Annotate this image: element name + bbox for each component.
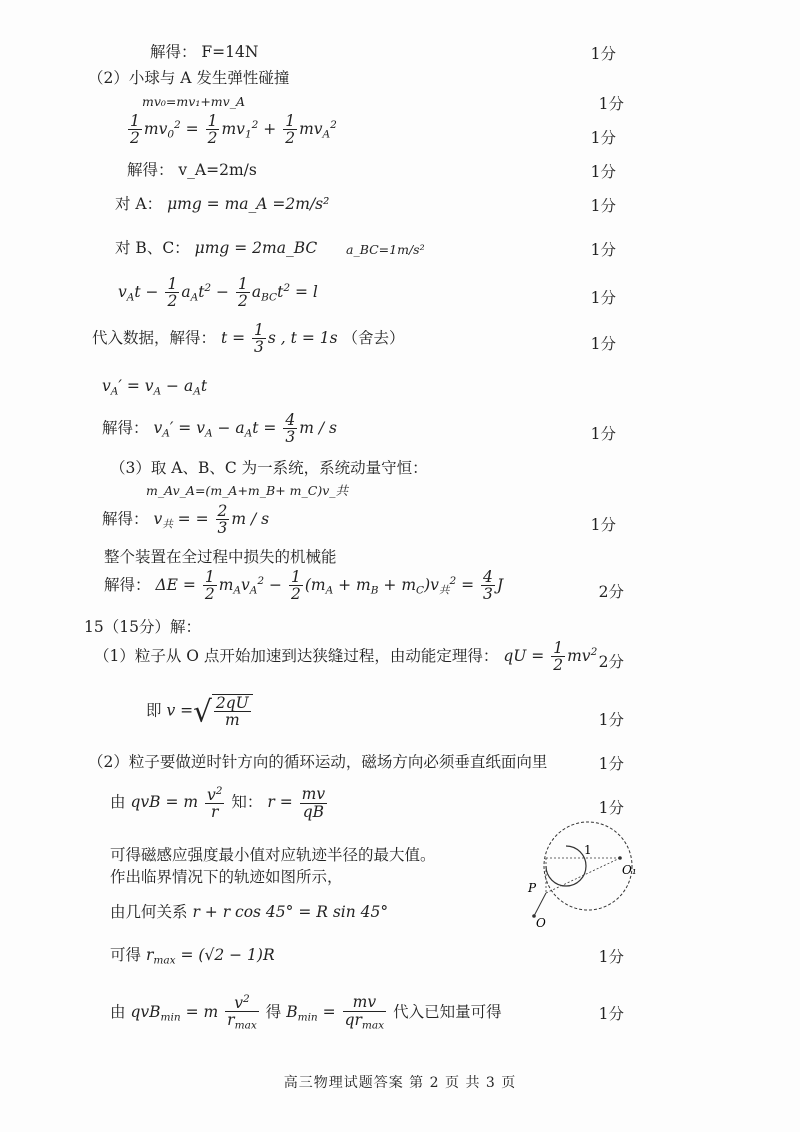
field-direction-statement: （2）粒子要做逆时针方向的循环运动，磁场方向必须垂直纸面向里 xyxy=(88,753,548,771)
critical-trajectory-statement: 作出临界情况下的轨迹如图所示， xyxy=(110,868,343,886)
part3-heading: （3）取 A、B、C 为一系统，系统动量守恒： xyxy=(110,459,428,477)
score-min-field: 1分 xyxy=(598,1005,624,1023)
score-common-velocity: 1分 xyxy=(590,516,616,534)
get-label: 得 xyxy=(265,1002,282,1021)
relative-displacement-equation: $v_At$ − $\frac{1}{2}$ $a_At^2$ − $\frac{1}{2}$ $a_{BC}t^2 = l$ xyxy=(118,275,318,311)
min-field-statement: 可得磁感应强度最小值对应轨迹半径的最大值。 xyxy=(110,846,436,864)
part1-statement: （1）粒子从 O 点开始加速到达狭缝过程，由动能定理得： xyxy=(94,646,499,665)
discard-note: （舍去） xyxy=(342,328,405,347)
solve-label-va-after: 解得： xyxy=(102,418,149,437)
min-field-formula-line: 由 qvB$_{min}$ = m $\frac{v^2}{r_{max}}$ 得 $B_{min}$ = $\frac{mv}{qr_{max}}$ 代入已知量可得 xyxy=(110,993,502,1032)
speed-label: 即 xyxy=(146,701,162,720)
score-time: 1分 xyxy=(590,335,616,353)
score-energy-loss: 2分 xyxy=(598,583,624,601)
question15-heading: 15（15分）解： xyxy=(84,618,201,636)
acceleration-a-equation: μmg = ma_A =2m/s² xyxy=(167,195,330,213)
trajectory-figure xyxy=(520,818,640,928)
solve-label-energy: 解得： xyxy=(104,575,151,594)
radius-formula-line: 由 qvB = m $\frac{v^2}{r}$ 知： r = $\frac{mv}{qB}$ xyxy=(110,785,326,822)
score-va-after: 1分 xyxy=(590,425,616,443)
figure-label-p: P xyxy=(528,881,537,895)
score-speed: 1分 xyxy=(598,711,624,729)
for-bc-label: 对 B、C： xyxy=(115,239,190,257)
max-radius-line: 可得 $r_{max} = (√2 - 1)R$ xyxy=(110,946,275,967)
score-energy: 1分 xyxy=(590,129,616,147)
momentum-equation: mv₀=mv₁+mv_A xyxy=(142,94,245,109)
velocity-a-after-solution: 解得： $v_A' = v_A - a_At$ = $\frac{4}{3}$ m / s xyxy=(102,411,337,447)
figure-label-o1: O₁ xyxy=(622,863,637,877)
energy-loss-statement: 整个装置在全过程中损失的机械能 xyxy=(104,548,337,566)
center-o1-dot xyxy=(618,856,622,860)
substitute-known-label: 代入已知量可得 xyxy=(393,1002,502,1021)
kinetic-energy-theorem-line: （1）粒子从 O 点开始加速到达狭缝过程，由动能定理得： qU = $\frac{1}{2}$ $mv^2$ xyxy=(94,639,598,675)
score-max-radius: 1分 xyxy=(598,948,624,966)
from-label-2: 由 xyxy=(110,1002,126,1021)
system-momentum-equation: m_Av_A=(m_A+m_B+ m_C)v_共 xyxy=(146,483,349,498)
trajectory-arc xyxy=(546,846,586,886)
solve-label-common: 解得： xyxy=(102,509,149,528)
score-force: 1分 xyxy=(590,45,616,63)
boundary-circle xyxy=(544,822,632,910)
score-displacement: 1分 xyxy=(590,289,616,307)
velocity-a-after-equation: $v_A' = v_A - a_At$ xyxy=(102,377,208,398)
slit-line xyxy=(534,893,546,916)
obtain-label: 可得 xyxy=(110,946,142,964)
substitute-label: 代入数据，解得： xyxy=(92,328,217,347)
score-field-direction: 1分 xyxy=(598,755,624,773)
score-kinetic-energy: 2分 xyxy=(598,653,624,671)
score-momentum: 1分 xyxy=(598,95,624,113)
score-acceleration-a: 1分 xyxy=(590,197,616,215)
energy-conservation-equation: $\frac{1}{2}$ $mv_0^2$ = $\frac{1}{2}$ $mv_1^2$ + $\frac{1}{2}$ $mv_A^2$ xyxy=(130,112,337,148)
solution-line-force: 解得： F=14N xyxy=(150,43,259,61)
figure-label-o: O xyxy=(536,916,546,928)
speed-result-line: 即 v =√ $\frac{2qU}{m}$ xyxy=(146,694,253,729)
part2-heading: （2）小球与 A 发生弹性碰撞 xyxy=(88,69,290,87)
guide-line-diagonal xyxy=(546,858,620,893)
acceleration-bc-value: a_BC=1m/s² xyxy=(346,242,425,257)
figure-label-1: 1 xyxy=(584,843,592,857)
know-label: 知： xyxy=(231,793,263,812)
score-radius: 1分 xyxy=(598,799,624,817)
solution-line-va: 解得： v_A=2m/s xyxy=(127,161,257,179)
score-va: 1分 xyxy=(590,163,616,181)
acceleration-a-line xyxy=(115,194,329,214)
acceleration-bc-line xyxy=(115,238,317,258)
geometry-label: 由几何关系 xyxy=(110,903,188,921)
score-acceleration-bc: 1分 xyxy=(590,241,616,259)
page-footer: 高三物理试题答案 第 2 页 共 3 页 xyxy=(283,1075,517,1091)
for-a-label: 对 A： xyxy=(115,195,163,213)
acceleration-bc-equation: μmg = 2ma_BC xyxy=(194,239,318,257)
energy-loss-solution: 解得： ΔE = $\frac{1}{2}$ $m_Av_A^2$ − $\frac{1}{2}$ $(m_A + m_B + m_C)v_共^2$ = $\frac{4}{3}$ J xyxy=(104,568,504,604)
from-label: 由 xyxy=(110,793,126,812)
common-velocity-solution: 解得： $v_共$ = = $\frac{2}{3}$ m / s xyxy=(102,502,270,538)
geometry-relation-line: 由几何关系 r + r cos 45° = R sin 45° xyxy=(110,903,389,921)
time-solution-line: 代入数据，解得： t = $\frac{1}{3}$ s , t = 1s （舍去） xyxy=(92,321,405,357)
